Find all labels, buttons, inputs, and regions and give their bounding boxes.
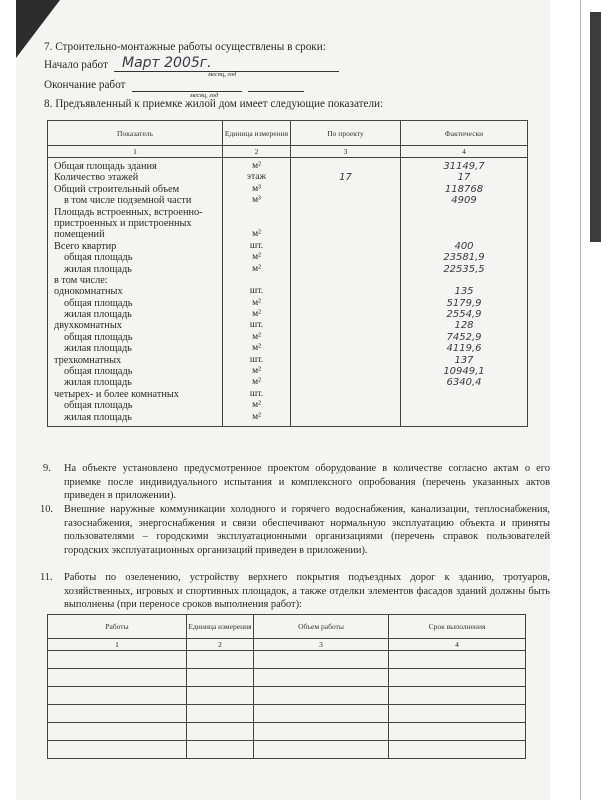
works-cell (187, 705, 254, 723)
works-row (48, 687, 526, 705)
col-number: 2 (187, 639, 254, 651)
row-5-actual (401, 218, 527, 229)
header-deadline: Срок выполнения (389, 615, 526, 639)
row-10-actual (401, 275, 527, 286)
col-number: 3 (291, 146, 401, 158)
works-row (48, 669, 526, 687)
row-12-actual: 5179,9 (446, 297, 482, 309)
row-3-project (291, 195, 400, 206)
row-13-unit: м² (252, 309, 261, 320)
row-3-unit: м³ (252, 195, 261, 206)
row-9-unit: м² (252, 263, 261, 274)
row-12-label: общая площадь (64, 297, 133, 309)
end-underline-2 (248, 91, 304, 92)
works-cell (48, 705, 187, 723)
row-13-label: жилая площадь (64, 309, 132, 321)
section-8-title: 8. Предъявленный к приемке жилой дом имеет следующие показатели: (44, 98, 384, 110)
col-number: 1 (48, 146, 223, 158)
row-18-unit: м² (252, 366, 261, 377)
column-number-row (48, 146, 528, 158)
row-19-unit: м² (252, 377, 261, 388)
row-20-project (291, 389, 400, 400)
works-cell (187, 669, 254, 687)
row-14-unit: шт. (249, 320, 264, 331)
row-11-project (291, 286, 400, 297)
section-9-number: 9. (43, 463, 51, 474)
row-12-unit: м² (252, 297, 261, 308)
row-2-unit: м³ (252, 183, 261, 194)
row-22-project (291, 412, 400, 423)
works-cell (389, 687, 526, 705)
works-cell (187, 651, 254, 669)
table-header-row (48, 121, 528, 146)
row-15-project (291, 332, 400, 343)
row-15-actual: 7452,9 (446, 331, 482, 343)
row-5-project (291, 218, 400, 229)
page-edge-line (580, 0, 581, 800)
row-6-project (291, 229, 400, 240)
row-21-unit: м² (252, 400, 261, 411)
row-7-actual: 400 (454, 240, 474, 252)
row-16-unit: м² (252, 343, 261, 354)
row-4-project (291, 207, 400, 218)
row-19-project (291, 377, 400, 388)
header-volume: Объем работы (254, 615, 389, 639)
works-cell (48, 669, 187, 687)
works-cell (48, 723, 187, 741)
row-19-label: жилая площадь (64, 377, 132, 389)
works-row (48, 651, 526, 669)
row-15-unit: м² (252, 331, 261, 342)
col-number: 3 (254, 639, 389, 651)
row-16-label: жилая площадь (64, 343, 132, 355)
row-9-label: жилая площадь (64, 263, 132, 275)
row-14-actual: 128 (454, 320, 474, 332)
row-3-actual: 4909 (451, 195, 477, 207)
section-7-title: 7. Строительно-монтажные работы осуществлены в сроки: (44, 41, 326, 53)
row-20-label: четырех- и более комнатных (54, 388, 179, 400)
header-unit: Единица измерения (187, 615, 254, 639)
row-11-label: однокомнатных (54, 286, 123, 298)
works-cell (48, 687, 187, 705)
row-17-actual: 137 (454, 354, 474, 366)
row-1-label: Количество этажей (54, 172, 139, 184)
works-cell (187, 687, 254, 705)
works-cell (48, 651, 187, 669)
section-11-text: Работы по озеленению, устройству верхнего покрытия подъездных дорог к зданию, тротуаров, хозяйственных, игровых и спортивных площадок, а также отделки элементов фасадов зданий должны быть выполнены (при переносе сроков выполнения работ): (64, 572, 550, 611)
row-8-label: общая площадь (64, 252, 133, 264)
section-10-text: Внешние наружные коммуникации холодного и горячего водоснабжения, канализации, теплоснабжения, газоснабжения, энергоснабжения и связи обеспечивают нормальную эксплуатацию объекта и приняты пользователями – городскими эксплуатационными организациями (перечень справок пользователей городских эксплуатационных организаций приведен в приложении). (64, 504, 550, 556)
row-18-project (291, 366, 400, 377)
works-cell (389, 741, 526, 759)
works-cell (187, 723, 254, 741)
row-20-unit: шт. (249, 388, 264, 399)
header-works: Работы (48, 615, 187, 639)
row-17-unit: шт. (249, 354, 264, 365)
header-project: По проекту (291, 121, 401, 146)
row-10-label: в том числе: (54, 274, 108, 286)
row-9-actual: 22535,5 (443, 263, 485, 275)
row-1-unit: этаж (246, 172, 267, 183)
row-18-actual: 10949,1 (443, 366, 485, 378)
col-number: 2 (223, 146, 291, 158)
row-20-actual (401, 389, 527, 400)
row-7-unit: шт. (249, 240, 264, 251)
row-10-project (291, 275, 400, 286)
row-8-project (291, 252, 400, 263)
table-body (48, 158, 528, 427)
row-8-unit: м² (252, 252, 261, 263)
works-cell (254, 741, 389, 759)
row-1-actual: 17 (457, 172, 471, 184)
row-13-project (291, 309, 400, 320)
unit-column (223, 158, 291, 427)
row-21-label: общая площадь (64, 400, 133, 412)
row-4-label: Площадь встроенных, встроенно- (54, 206, 203, 218)
actual-column (401, 158, 528, 427)
works-cell (254, 669, 389, 687)
row-5-unit (223, 218, 290, 229)
row-15-label: общая площадь (64, 331, 133, 343)
header-actual: Фактически (401, 121, 528, 146)
row-0-label: Общая площадь здания (54, 161, 157, 172)
section-10-number: 10. (40, 504, 53, 515)
row-8-actual: 23581,9 (443, 252, 485, 264)
works-cell (389, 723, 526, 741)
works-cell (389, 651, 526, 669)
col-number: 1 (48, 639, 187, 651)
row-6-unit: м² (252, 229, 261, 240)
row-12-project (291, 298, 400, 309)
row-17-label: трехкомнатных (54, 354, 122, 366)
works-cell (48, 741, 187, 759)
section-9 (44, 462, 550, 503)
project-column (291, 158, 401, 427)
row-21-actual (401, 400, 527, 411)
row-4-unit (223, 207, 290, 218)
row-0-project (291, 161, 400, 172)
works-cell (389, 705, 526, 723)
row-2-label: Общий строительный объем (54, 183, 180, 195)
works-row (48, 705, 526, 723)
col-number: 4 (389, 639, 526, 651)
section-11-number: 11. (40, 572, 53, 583)
start-label: Начало работ (44, 59, 108, 71)
works-cell (254, 705, 389, 723)
row-21-project (291, 400, 400, 411)
row-2-actual: 118768 (444, 183, 484, 195)
header-unit: Единица измерения (223, 121, 291, 146)
works-cell (389, 669, 526, 687)
row-17-project (291, 355, 400, 366)
works-row (48, 741, 526, 759)
works-cell (254, 687, 389, 705)
works-cell (187, 741, 254, 759)
end-hint: месяц, год (190, 92, 219, 99)
row-16-actual: 4119,6 (446, 343, 482, 355)
row-4-actual (401, 207, 527, 218)
works-row (48, 723, 526, 741)
end-label: Окончание работ (44, 79, 126, 91)
row-13-actual: 2554,9 (446, 309, 482, 321)
row-19-actual: 6340,4 (446, 377, 482, 389)
row-14-label: двухкомнатных (54, 320, 122, 332)
end-underline-1 (132, 91, 242, 92)
row-22-unit: м² (252, 411, 261, 422)
row-9-project (291, 264, 400, 275)
row-6-label: помещений (54, 229, 105, 241)
section-9-text: На объекте установлено предусмотренное проектом оборудование в количестве согласно актам о его приемке после индивидуального испытания и комплексного опробования (перечень указанных актов приведен в приложении). (64, 463, 550, 502)
label-column (48, 158, 223, 427)
row-10-unit (223, 275, 290, 286)
row-11-unit: шт. (249, 286, 264, 297)
row-22-actual (401, 412, 527, 423)
section-11 (40, 571, 550, 612)
row-14-project (291, 320, 400, 331)
works-table (47, 614, 526, 759)
row-1-project: 17 (339, 172, 352, 184)
works-cell (254, 723, 389, 741)
col-number: 4 (401, 146, 528, 158)
row-2-project (291, 184, 400, 195)
row-0-unit: м² (252, 161, 261, 171)
row-7-project (291, 241, 400, 252)
scan-edge-shadow (590, 12, 601, 242)
start-hint: месяц, год (208, 71, 237, 78)
row-0-actual: 31149,7 (443, 161, 485, 172)
row-22-label: жилая площадь (64, 411, 132, 423)
header-indicator: Показатель (48, 121, 223, 146)
row-18-label: общая площадь (64, 366, 133, 378)
row-16-project (291, 343, 400, 354)
row-7-label: Всего квартир (54, 240, 117, 252)
row-3-label: в том числе подземной части (64, 195, 192, 207)
indicators-table (47, 120, 528, 427)
start-value: Март 2005г. (122, 55, 212, 71)
row-11-actual: 135 (454, 286, 474, 298)
row-5-label: пристроенных и пристроенных (54, 217, 192, 229)
row-6-actual (401, 229, 527, 240)
works-header-row (48, 615, 526, 639)
works-column-number-row (48, 639, 526, 651)
works-cell (254, 651, 389, 669)
section-10 (40, 503, 550, 557)
